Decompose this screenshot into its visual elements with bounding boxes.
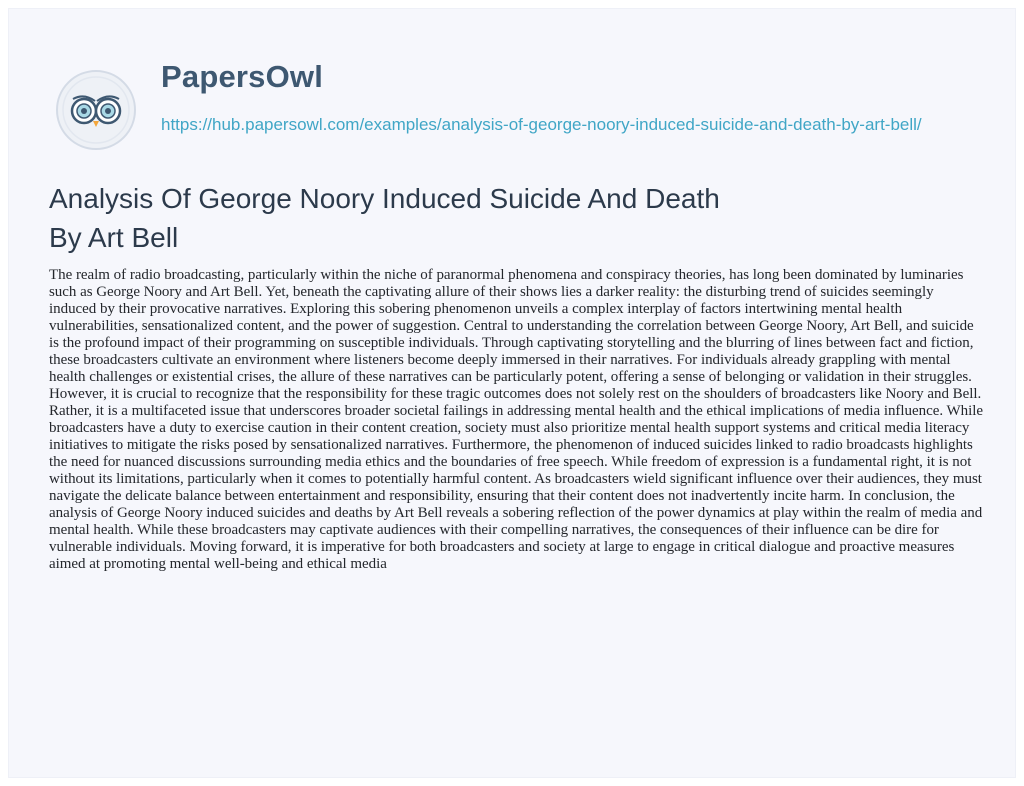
header	[49, 59, 989, 159]
source-url-link[interactable]: https://hub.papersowl.com/examples/analysis-of-george-noory-induced-suicide-and-death-by-art-bell/	[161, 115, 922, 134]
page-title: Analysis Of George Noory Induced Suicide And Death By Art Bell	[49, 183, 720, 253]
owl-logo-icon	[55, 69, 137, 151]
article-body: The realm of radio broadcasting, particularly within the niche of paranormal phenomena and conspiracy theories, has long been dominated by luminaries such as George Noory and Art Bell. Yet, beneath the captivating allure of their shows lies a darker reality: the disturbing trend of suicides seemingly induced by their provocative narratives. Exploring this sobering phenomenon unveils a complex interplay of factors intertwining mental health vulnerabilities, sensationalized content, and the power of suggestion. Central to understanding the correlation between George Noory, Art Bell, and suicide is the profound impact of their programming on susceptible individuals. Through captivating storytelling and the blurring of lines between fact and fiction, these broadcasters cultivate an environment where listeners become deeply immersed in their narratives. For individuals already grappling with mental health challenges or existential crises, the allure of these narratives can be particularly potent, offering a sense of belonging or validation in their struggles. However, it is crucial to recognize that the responsibility for these tragic outcomes does not solely rest on the shoulders of broadcasters like Noory and Bell. Rather, it is a multifaceted issue that underscores broader societal failings in addressing mental health and the ethical implications of media influence. While broadcasters have a duty to exercise caution in their content creation, society must also prioritize mental health support systems and critical media literacy initiatives to mitigate the risks posed by sensationalized narratives. Furthermore, the phenomenon of induced suicides linked to radio broadcasts highlights the need for nuanced discussions surrounding media ethics and the boundaries of free speech. While freedom of expression is a fundamental right, it is not without its limitations, particularly when it comes to potentially harmful content. As broadcasters wield significant influence over their audiences, they must navigate the delicate balance between entertainment and responsibility, ensuring that their content does not inadvertently incite harm. In conclusion, the analysis of George Noory induced suicides and deaths by Art Bell reveals a sobering reflection of the power dynamics at play within the realm of media and mental health. While these broadcasters may captivate audiences with their compelling narratives, the consequences of their influence can be dire for vulnerable individuals. Moving forward, it is imperative for both broadcasters and society at large to engage in critical dialogue and proactive measures aimed at promoting mental well-being and ethical media	[49, 267, 984, 572]
brand-name[interactable]: PapersOwl	[161, 59, 324, 94]
document-page	[8, 8, 1016, 778]
